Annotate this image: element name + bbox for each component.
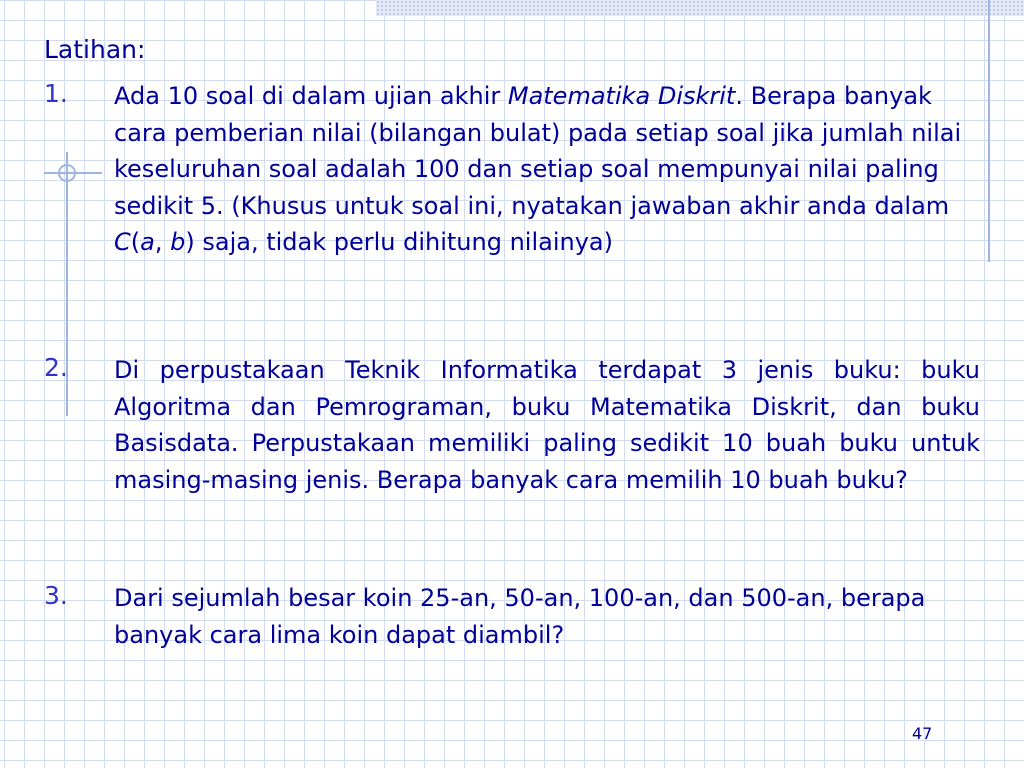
item-number: 1. [44, 79, 68, 108]
text-segment: Ada 10 soal di dalam ujian akhir [114, 82, 508, 110]
emphasis-text: Matematika Diskrit [507, 82, 736, 110]
item-number: 2. [44, 353, 68, 382]
text-segment: ) saja, tidak perlu dihitung nilainya) [185, 228, 613, 256]
formula-symbol: ( [130, 228, 141, 256]
item-number: 3. [44, 581, 68, 610]
text-segment: . Berapa banyak cara pemberian nilai (bilangan bulat) pada setiap soal jika jumlah nilai keseluruhan soal adalah 100 dan setiap soal mempunyai nilai paling sedikit 5. (Khusus untuk soal ini, nyatakan jawaban akhir anda dalam [114, 82, 962, 220]
slide-heading: Latihan: [44, 35, 146, 64]
right-vertical-accent-line [988, 0, 990, 262]
top-decorative-band [376, 0, 1024, 16]
formula-symbol: , [154, 228, 171, 256]
item-text: Di perpustakaan Teknik Informatika terdapat 3 jenis buku: buku Algoritma dan Pemrograman, buku Matematika Diskrit, dan buku Basisdata. Perpustakaan memiliki paling sedikit 10 buah buku untuk masing-masing jenis. Berapa banyak cara memilih 10 buah buku? [114, 356, 980, 494]
page-number: 47 [912, 724, 933, 743]
formula-symbol: b [170, 228, 186, 256]
formula-symbol: a [140, 228, 155, 256]
item-text: Dari sejumlah besar koin 25-an, 50-an, 100-an, dan 500-an, berapa banyak cara lima koin dapat diambil? [114, 584, 926, 649]
formula-symbol: C [114, 228, 131, 256]
circle-marker-icon [58, 164, 76, 182]
item-text [114, 78, 980, 261]
